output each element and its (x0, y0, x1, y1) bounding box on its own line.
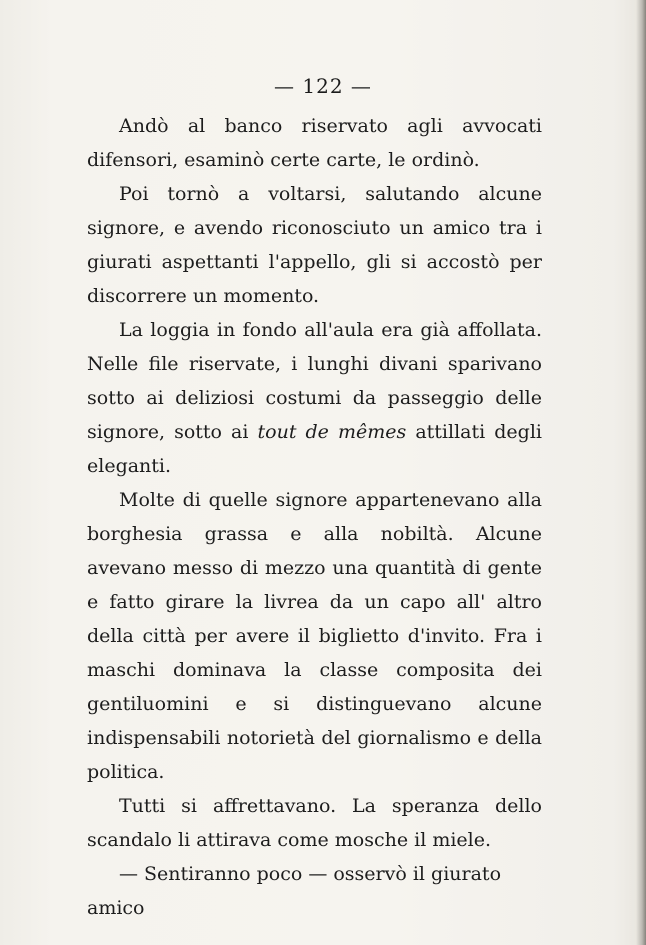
page-number: — 122 — (274, 74, 372, 98)
paragraph (87, 313, 542, 483)
paragraph-text: La loggia in fondo all'aula era già affollata. Nelle file riservate, i lunghi divani sparivano sotto ai deliziosi costumi da passeggio delle signore, sotto ai (87, 319, 542, 443)
paragraph: — Sentiranno poco — osservò il giurato amico (87, 863, 502, 919)
paragraph: Poi tornò a voltarsi, salutando alcune signore, e avendo riconosciuto un amico tra i giurati aspettanti l'appello, gli si accostò per discorrere un momento. (87, 183, 542, 307)
paragraph-text: attillati degli eleganti. (87, 421, 542, 477)
paragraph: Tutti si affrettavano. La speranza dello scandalo li attirava come mosche il miele. (87, 795, 542, 851)
paragraph: Andò al banco riservato agli avvocati difensori, esaminò certe carte, le ordinò. (87, 115, 542, 171)
italic-phrase: tout de mêmes (257, 421, 407, 443)
paragraph: Molte di quelle signore appartenevano alla borghesia grassa e alla nobiltà. Alcune avevano messo di mezzo una quantità di gente e fatto girare la livrea da un capo all' altro della città per avere il biglietto d'invito. Fra i maschi dominava la classe composita dei gentiluomini e si distinguevano alcune indispensabili notorietà del giornalismo e della politica. (87, 489, 542, 783)
body-text (87, 109, 542, 925)
page-edge-shadow (636, 0, 646, 945)
